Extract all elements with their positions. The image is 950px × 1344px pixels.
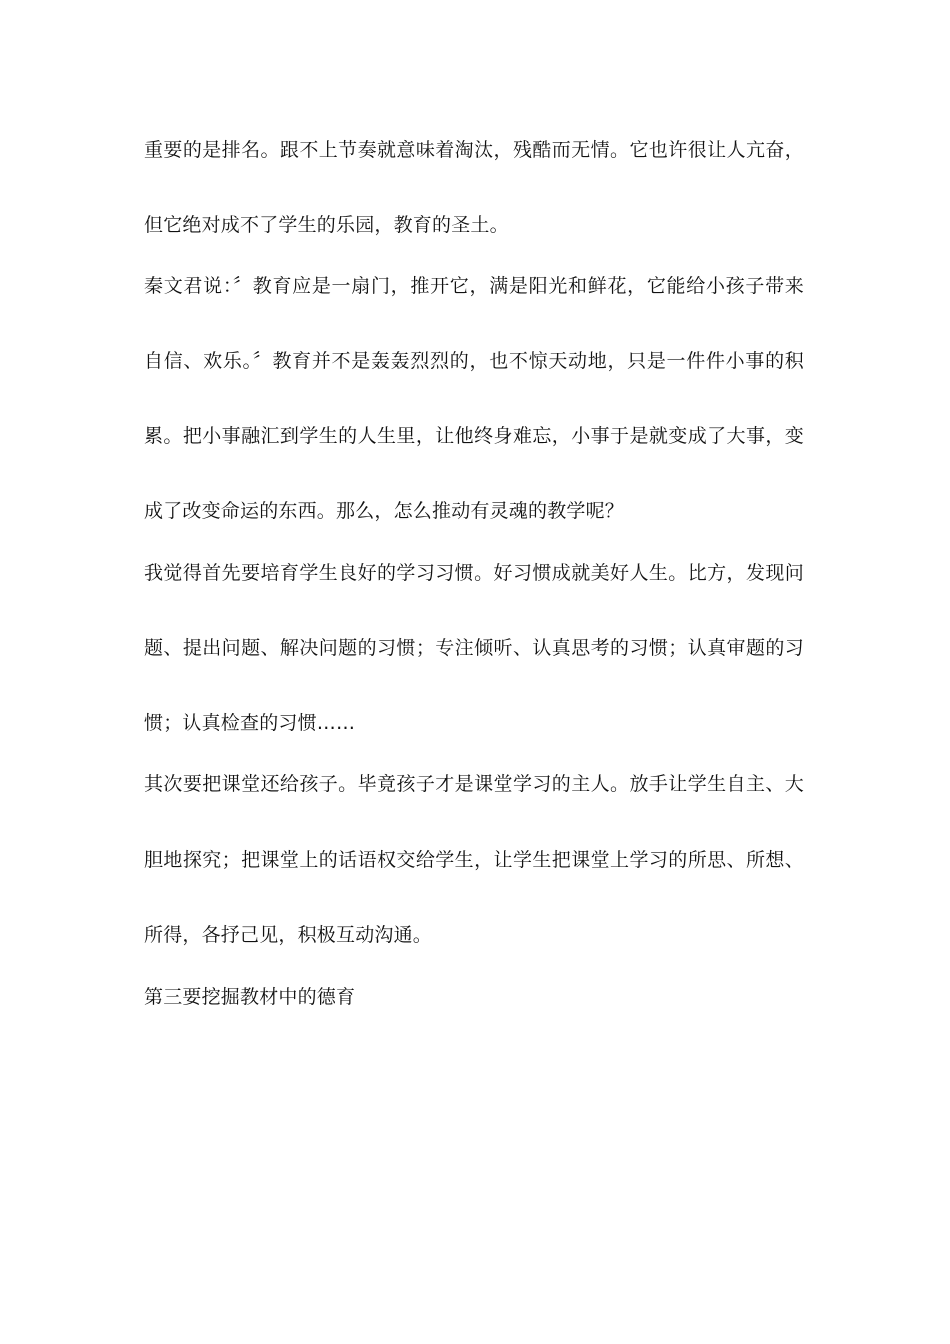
paragraph-4-line-1: 其次要把课堂还给孩子。毕竟孩子才是课堂学习的主人。放手让学生自主、大 bbox=[144, 773, 804, 795]
paragraph-2-line-1: 秦文君说：〞教育应是一扇门，推开它，满是阳光和鲜花，它能给小孩子带来 bbox=[144, 275, 804, 297]
paragraph-2-line-2: 自信、欢乐。〞教育并不是轰轰烈烈的，也不惊天动地，只是一件件小事的积 bbox=[144, 350, 804, 372]
paragraph-1-line-2: 但它绝对成不了学生的乐园，教育的圣土。 bbox=[144, 214, 509, 236]
paragraph-5-line-1: 第三要挖掘教材中的德育 bbox=[144, 986, 356, 1008]
paragraph-3-line-1: 我觉得首先要培育学生良好的学习习惯。好习惯成就美好人生。比方，发现问 bbox=[144, 562, 804, 584]
paragraph-4-line-3: 所得，各抒己见，积极互动沟通。 bbox=[144, 924, 433, 946]
paragraph-1-line-1: 重要的是排名。跟不上节奏就意味着淘汰，残酷而无情。它也许很让人亢奋， bbox=[144, 139, 804, 161]
paragraph-2-line-4: 成了改变命运的东西。那么，怎么推动有灵魂的教学呢？ bbox=[144, 500, 625, 522]
paragraph-3-line-2: 题、提出问题、解决问题的习惯；专注倾听、认真思考的习惯；认真审题的习 bbox=[144, 637, 804, 659]
paragraph-4-line-2: 胆地探究；把课堂上的话语权交给学生，让学生把课堂上学习的所思、所想、 bbox=[144, 849, 804, 871]
paragraph-3-line-3: 惯；认真检查的习惯…… bbox=[144, 712, 356, 734]
paragraph-2-line-3: 累。把小事融汇到学生的人生里，让他终身难忘，小事于是就变成了大事，变 bbox=[144, 425, 804, 447]
